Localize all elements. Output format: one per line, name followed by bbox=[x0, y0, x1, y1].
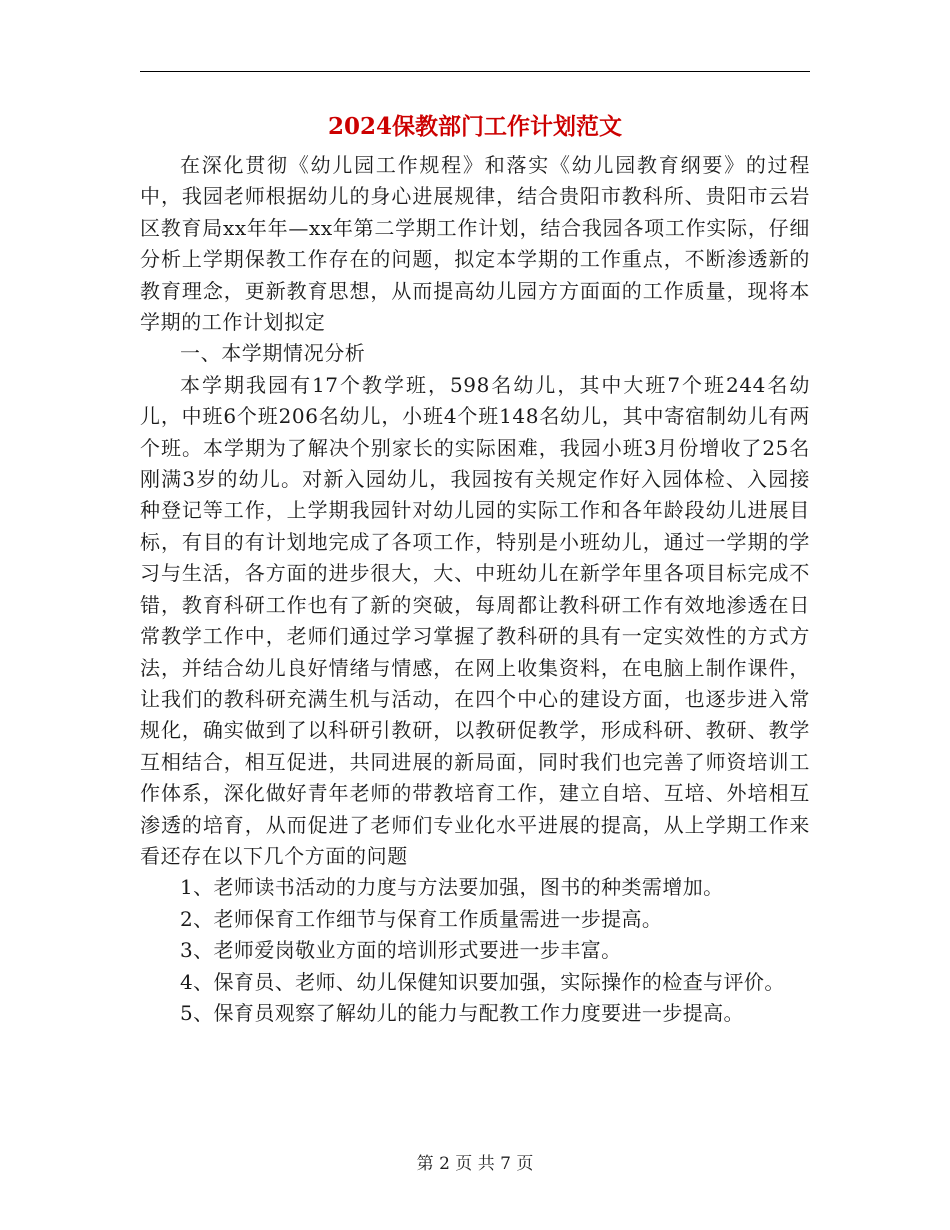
section-heading: 一、本学期情况分析 bbox=[180, 341, 366, 366]
list-item: 2、老师保育工作细节与保育工作质量需进一步提高。 bbox=[180, 906, 663, 931]
intro-paragraph: 在深化贯彻《幼儿园工作规程》和落实《幼儿园教育纲要》的过程中，我园老师根据幼儿的身心进展规律，结合贵阳市教科所、贵阳市云岩区教育局xx年年—xx年第二学期工作计划，结合我园各项工作实际，仔细分析上学期保教工作存在的问题，拟定本学期的工作重点，不断渗透新的教育理念，更新教育思想，从而提高幼儿园方方面面的工作质量，现将本学期的工作计划拟定 bbox=[140, 153, 810, 335]
list-item: 1、老师读书活动的力度与方法要加强，图书的种类需增加。 bbox=[180, 875, 724, 900]
page-number: 第 2 页 共 7 页 bbox=[416, 1154, 534, 1174]
list-item: 3、老师爱岗敬业方面的培训形式要进一步丰富。 bbox=[180, 938, 622, 963]
header-rule bbox=[140, 71, 810, 72]
list-item: 5、保育员观察了解幼儿的能力与配教工作力度要进一步提高。 bbox=[180, 1000, 744, 1025]
analysis-paragraph: 本学期我园有17个教学班，598名幼儿，其中大班7个班244名幼儿，中班6个班206名幼儿，小班4个班148名幼儿，其中寄宿制幼儿有两个班。本学期为了解决个别家长的实际困难，我园小班3月份增收了25名刚满3岁的幼儿。对新入园幼儿，我园按有关规定作好入园体检、入园接种登记等工作，上学期我园针对幼儿园的实际工作和各年龄段幼儿进展目标，有目的有计划地完成了各项工作，特别是小班幼儿，通过一学期的学习与生活，各方面的进步很大，大、中班幼儿在新学年里各项目标完成不错，教育科研工作也有了新的突破，每周都让教科研工作有效地渗透在日常教学工作中，老师们通过学习掌握了教科研的具有一定实效性的方式方法，并结合幼儿良好情绪与情感，在网上收集资料，在电脑上制作课件，让我们的教科研充满生机与活动，在四个中心的建设方面，也逐步进入常规化，确实做到了以科研引教研，以教研促教学，形成科研、教研、教学互相结合，相互促进，共同进展的新局面，同时我们也完善了师资培训工作体系，深化做好青年老师的带教培育工作，建立自培、互培、外培相互渗透的培育，从而促进了老师们专业化水平进展的提高，从上学期工作来看还存在以下几个方面的问题 bbox=[140, 372, 810, 868]
list-item: 4、保育员、老师、幼儿保健知识要加强，实际操作的检查与评价。 bbox=[180, 969, 785, 994]
document-title: 2024保教部门工作计划范文 bbox=[327, 113, 622, 140]
document-body bbox=[140, 150, 810, 1029]
